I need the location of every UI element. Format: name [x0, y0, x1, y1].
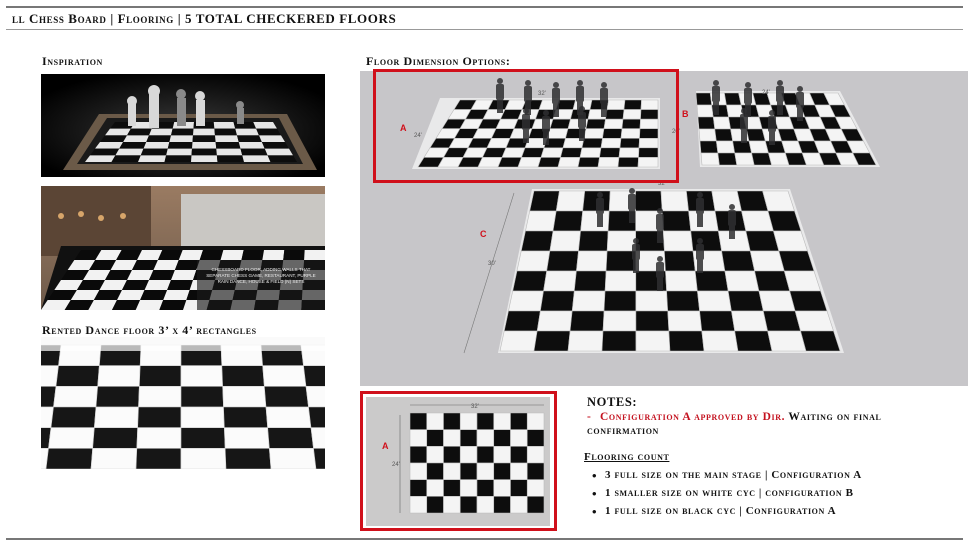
config-c-floor-square	[700, 311, 735, 331]
warehouse-floor-square	[262, 250, 284, 260]
config-c-floor-square	[755, 271, 790, 291]
config-c-floor-square	[603, 311, 636, 331]
warehouse-floor-square	[163, 290, 189, 300]
config-a-width-dim: 32'	[538, 91, 546, 97]
config-c-floor-square	[636, 291, 668, 311]
warehouse-floor-square	[171, 270, 196, 280]
rented-floor-square	[94, 407, 138, 428]
chess-set-board-square	[123, 135, 149, 142]
chess-set-board-square	[90, 149, 119, 156]
rented-floor-square	[224, 407, 268, 428]
config-c-floor-square	[795, 311, 833, 331]
rented-floor-square	[98, 366, 140, 387]
config-c-floor-square	[604, 291, 636, 311]
rented-floor-square	[266, 407, 311, 428]
list-item: • 1 smaller size on white cyc | configuration B	[588, 487, 948, 499]
rented-floor-square	[96, 386, 139, 407]
rented-floor-square	[304, 366, 326, 387]
config-c-floor-square	[768, 331, 806, 351]
human-figure-silhouette	[776, 80, 784, 115]
config-c-floor-square	[722, 251, 755, 271]
chess-set-board-square	[115, 149, 143, 156]
bottom-rule	[6, 538, 963, 540]
warehouse-photo-caption: CHESSBOARD FLOOR, ADDING WALLS THAT SEPARATE CHESS GAME, RESTAURANT, PURPLE RAIN DANCE, HOUSE & FIELD (N) SETS	[206, 267, 316, 285]
warehouse-floor-square	[200, 250, 224, 260]
config-c-floor-square	[695, 271, 728, 291]
config-c-floor-square	[763, 311, 800, 331]
config-b-floor-square	[698, 117, 715, 129]
chess-set-board-square	[193, 129, 215, 136]
chess-set-board-square	[217, 155, 244, 162]
config-c-width-dim: 32'	[658, 181, 666, 187]
config-c-floor-square	[581, 211, 610, 231]
floor-options-heading: Floor Dimension Options:	[366, 54, 511, 68]
config-c-floor-square	[572, 291, 605, 311]
config-c-floor-square	[663, 231, 693, 251]
config-b-floor-square	[696, 93, 712, 105]
page-title: ll Chess Board | Flooring | 5 TOTAL CHECKERED FLOORS	[12, 11, 397, 26]
warehouse-floor-square	[159, 300, 186, 310]
config-b-floor-square	[724, 93, 741, 105]
rented-floor-square	[137, 428, 181, 449]
chess-set-board-square	[216, 149, 242, 156]
rented-floor-square	[223, 386, 266, 407]
chess-set-board-square	[149, 129, 173, 136]
config-c-floor-square	[550, 231, 581, 251]
inspiration-photo-warehouse	[41, 186, 325, 310]
rented-floor-square	[225, 448, 271, 469]
chess-set-board-square	[191, 155, 218, 162]
config-c-floor-square	[735, 331, 772, 351]
config-c-floor-square	[576, 251, 607, 271]
chess-set-board-square	[169, 135, 193, 142]
rented-floor-square	[91, 448, 137, 469]
warehouse-floor-square	[145, 280, 171, 290]
config-a-highlight-frame	[373, 69, 679, 183]
approval-dash: -	[587, 411, 592, 423]
config-c-floor-square	[702, 331, 738, 351]
config-b-render-label: B	[682, 109, 689, 119]
warehouse-floor-square	[149, 270, 175, 280]
chess-set-board-square	[265, 149, 293, 156]
rented-floor-square	[181, 386, 224, 407]
rented-floor-square	[269, 448, 316, 469]
rented-floor-square	[139, 386, 182, 407]
config-c-floor-square	[605, 271, 636, 291]
warehouse-floor-square	[153, 260, 178, 270]
chess-set-board-square	[168, 142, 193, 149]
warehouse-floor-square	[241, 250, 264, 260]
config-c-render-label: C	[480, 229, 487, 239]
config-c-floor-square	[579, 231, 609, 251]
chess-set-board-square	[165, 155, 192, 162]
config-c-floor-square	[662, 211, 691, 231]
chess-set-board-square	[85, 155, 115, 162]
config-c-floor-square	[636, 331, 670, 351]
chess-set-board-square	[235, 129, 259, 136]
chess-set-board-square	[166, 149, 192, 156]
approval-highlight: Configuration A approved by Dir.	[600, 411, 786, 423]
config-c-floor-square	[544, 271, 577, 291]
chess-set-board-square	[192, 142, 216, 149]
config-c-floor-square	[509, 291, 544, 311]
title-underline	[6, 29, 963, 30]
config-c-floor-square	[606, 251, 636, 271]
config-c-floor-square	[746, 231, 779, 251]
rented-floor-square	[181, 428, 225, 449]
config-c-floor-square	[534, 331, 570, 351]
config-c-floor-square	[759, 291, 795, 311]
config-c-floor-square	[779, 251, 814, 271]
inspiration-heading: Inspiration	[42, 54, 103, 68]
chess-set-board-square	[242, 155, 270, 162]
chess-set-board-square	[192, 149, 217, 156]
rented-floor-square	[268, 428, 314, 449]
config-b-floor-square	[699, 129, 716, 141]
human-figure-silhouette	[712, 80, 720, 115]
config-c-floor-square	[661, 191, 689, 211]
chess-set-board-square	[214, 122, 236, 129]
config-c-floor-square	[513, 271, 547, 291]
chess-set-board-square	[215, 135, 239, 142]
config-c-floor-square	[504, 311, 540, 331]
rented-floor-square	[136, 448, 181, 469]
rented-floor-square	[306, 386, 325, 407]
rented-floor-square	[138, 407, 181, 428]
config-c-floor-square	[607, 231, 636, 251]
chess-set-board-square	[112, 155, 141, 162]
chess-set-board-square	[256, 129, 281, 136]
rented-floor-square	[309, 407, 326, 428]
config-c-depth-dim: 30'	[488, 261, 496, 267]
rented-floor-heading: Rented Dance floor 3’ x 4’ rectangles	[42, 323, 257, 337]
top-rule	[6, 6, 963, 8]
config-c-floor-square	[801, 331, 840, 351]
config-b-floor-square	[752, 153, 772, 165]
rented-floor-square	[224, 428, 269, 449]
chess-set-board-square	[214, 129, 237, 136]
warehouse-floor-square	[175, 260, 200, 270]
config-c-floor-square	[712, 191, 742, 211]
config-c-floor-square	[667, 291, 700, 311]
rented-floor-square	[181, 448, 226, 469]
config-c-floor-square	[537, 311, 572, 331]
top-view-highlight-frame	[360, 391, 557, 531]
chess-set-board-square	[138, 155, 166, 162]
config-b-floor-square	[735, 153, 754, 165]
rented-dance-floor-photo	[41, 337, 325, 469]
chess-set-board-square	[253, 122, 277, 129]
rented-floor-square	[46, 448, 93, 469]
config-c-floor-square	[664, 251, 695, 271]
config-c-floor-square	[784, 271, 820, 291]
config-c-floor-square	[547, 251, 579, 271]
top-view-depth-dim: 24'	[392, 462, 400, 468]
config-c-floor-square	[517, 251, 550, 271]
config-c-floor-square	[574, 271, 606, 291]
config-c-floor-square	[521, 231, 553, 251]
config-c-floor-square	[568, 331, 603, 351]
warehouse-floor-square	[140, 290, 167, 300]
chess-set-board-square	[262, 142, 289, 149]
top-view-width-dim: 32'	[471, 404, 479, 410]
rented-floor-square	[263, 366, 306, 387]
list-item: • 3 full size on the main stage | Configuration A	[588, 469, 948, 481]
config-c-floor-square	[731, 311, 767, 331]
chess-set-board-square	[119, 142, 146, 149]
chess-set-board-square	[268, 155, 297, 162]
config-b-floor-square	[700, 141, 718, 153]
config-b-floor-square	[718, 153, 737, 165]
chess-set-board-square	[144, 142, 170, 149]
rented-floor-square	[93, 428, 138, 449]
chess-set-board-square	[171, 129, 194, 136]
chess-set-board-square	[241, 149, 268, 156]
config-c-floor-square	[526, 211, 557, 231]
flooring-count-list	[588, 469, 948, 523]
config-b-floor-square	[701, 153, 719, 165]
rented-floor-square	[49, 428, 95, 449]
chess-set-board-square	[146, 135, 171, 142]
chess-set-board-square	[259, 135, 285, 142]
config-c-floor-square	[790, 291, 827, 311]
config-c-floor-square	[669, 331, 704, 351]
config-c-floor-square	[691, 231, 722, 251]
config-c-floor-square	[689, 211, 719, 231]
approval-note	[587, 410, 947, 438]
list-item: • 1 full size on black cyc | Configuration A	[588, 505, 948, 517]
rented-floor-square	[56, 366, 99, 387]
config-b-floor-square	[716, 141, 734, 153]
config-a-depth-dim: 24'	[414, 133, 422, 139]
warehouse-floor-square	[167, 280, 193, 290]
config-c-floor-square	[556, 191, 585, 211]
config-c-floor-square	[636, 191, 663, 211]
config-c-floor-square	[668, 311, 702, 331]
config-c-floor-square	[530, 191, 560, 211]
config-c-floor-square	[750, 251, 784, 271]
config-c-floor-square	[728, 291, 763, 311]
config-c-floor-square	[636, 311, 669, 331]
config-c-floor-square	[553, 211, 583, 231]
chess-set-board-square	[237, 135, 262, 142]
config-c-floor-square	[666, 271, 698, 291]
rented-floor-square	[181, 407, 224, 428]
rented-floor-square	[139, 366, 181, 387]
chess-set-board-square	[127, 129, 152, 136]
config-c-floor-square	[570, 311, 604, 331]
config-b-width-dim: 24'	[762, 90, 770, 96]
chess-set-board-square	[239, 142, 265, 149]
rented-floor-square	[51, 407, 96, 428]
chess-set-board-square	[216, 142, 241, 149]
warehouse-floor-square	[179, 250, 203, 260]
top-view-config-label: A	[382, 441, 389, 451]
config-c-floor-square	[602, 331, 636, 351]
config-c-floor-square	[697, 291, 731, 311]
rented-floor-square	[264, 386, 308, 407]
notes-heading: NOTES:	[587, 395, 638, 409]
rented-floor-square	[311, 428, 325, 449]
approval-rest: Waiting on final confirmation	[587, 411, 882, 437]
config-a-render-label: A	[400, 123, 407, 133]
config-b-floor-square	[697, 105, 713, 117]
warehouse-floor-square	[283, 250, 304, 260]
config-b-floor-square	[713, 117, 730, 129]
inspiration-photo-chess-set	[41, 74, 325, 177]
warehouse-floor-square	[136, 300, 164, 310]
chess-set-board-square	[193, 135, 216, 142]
warehouse-floor-square	[304, 250, 325, 260]
config-c-floor-square	[500, 331, 537, 351]
rented-floor-square	[181, 366, 223, 387]
flooring-count-heading: Flooring count	[584, 451, 670, 463]
warehouse-floor-square	[221, 250, 244, 260]
rented-floor-square	[54, 386, 98, 407]
config-c-floor-square	[725, 271, 759, 291]
config-c-floor-square	[540, 291, 574, 311]
chess-set-board-square	[234, 122, 257, 129]
rented-floor-square	[41, 366, 58, 387]
rented-floor-square	[222, 366, 264, 387]
config-b-depth-dim: 20'	[672, 129, 680, 135]
config-b-floor-square	[715, 129, 733, 141]
chess-set-board-square	[141, 149, 168, 156]
